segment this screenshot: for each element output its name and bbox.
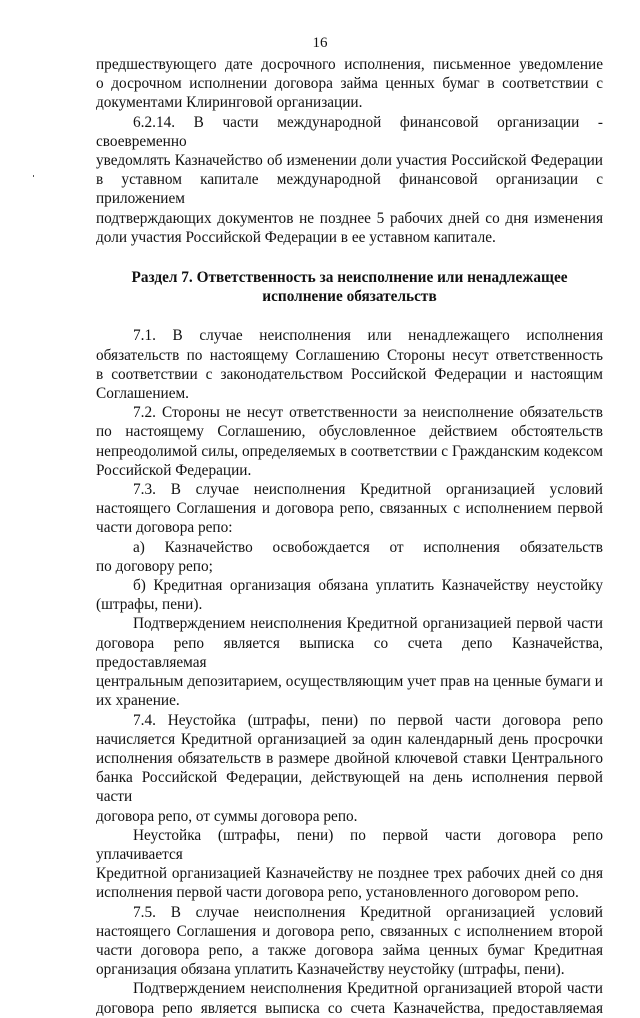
text-line: настоящего Соглашения и договора репо, связанных с исполнением первой — [96, 500, 603, 518]
paragraph-7-4 — [96, 711, 603, 826]
text-line: договора репо, от суммы договора репо. — [96, 807, 358, 825]
text-line: 6.2.14. В части международной финансовой организации - своевременно — [96, 113, 603, 150]
text-line: их хранение. — [96, 692, 180, 710]
text-line: организация обязана уплатить Казначейству неустойку (штрафы, пени). — [96, 961, 565, 979]
text-line: 7.3. В случае неисполнения Кредитной организацией условий — [133, 481, 603, 499]
paragraph-7-5 — [96, 903, 603, 980]
text-line: части договора репо, а также договора займа ценных бумаг Кредитная — [96, 941, 603, 959]
paragraph-6-2-14 — [96, 113, 603, 247]
text-line: по настоящему Соглашению, обусловленное действием обстоятельств — [96, 423, 603, 441]
text-line: центральным депозитарием, осуществляющим учет прав на ценные бумаги и — [96, 673, 603, 691]
text-line: исполнения первой части договора репо, установленного договором репо. — [96, 884, 579, 902]
text-line: Подтверждением неисполнения Кредитной организацией первой части — [133, 615, 603, 633]
text-line: непреодолимой силы, определяемых в соответствии с Гражданским кодексом — [96, 442, 603, 460]
text-line: обязательств по настоящему Соглашению Стороны несут ответственность — [96, 346, 603, 364]
paragraph-7-1 — [96, 326, 603, 403]
text-line: уведомлять Казначейство об изменении доли участия Российской Федерации — [96, 152, 603, 170]
text-line: (штрафы, пени). — [96, 596, 203, 614]
text-line: документами Клиринговой организации. — [96, 94, 363, 112]
paragraph-7-5-confirmation — [96, 979, 603, 1017]
text-line: Подтверждением неисполнения Кредитной организацией второй части — [133, 980, 603, 998]
text-line: договора репо является выписка со счета Казначейства, предоставляемая — [96, 999, 603, 1017]
text-line: исполнения обязательств в размере двойной ключевой ставки Центрального — [96, 749, 603, 767]
paragraph-7-3-confirmation — [96, 614, 603, 710]
section-title-line: Раздел 7. Ответственность за неисполнение или ненадлежащее — [131, 269, 568, 287]
text-line: доли участия Российской Федерации в ее уставном капитале. — [96, 228, 496, 246]
text-line: банка Российской Федерации, действующей на день исполнения первой части — [96, 769, 603, 806]
text-line: подтверждающих документов не позднее 5 рабочих дней со дня изменения — [96, 209, 603, 227]
text-line: Кредитной организацией Казначейству не позднее трех рабочих дней со дня — [96, 865, 603, 883]
text-line: Российской Федерации. — [96, 461, 252, 479]
text-line: настоящего Соглашения и договора репо, связанных с исполнением второй — [96, 922, 603, 940]
text-line: 7.2. Стороны не несут ответственности за неисполнение обязательств — [133, 404, 603, 422]
section-title-line: исполнение обязательств — [262, 288, 437, 306]
page-number: 16 — [312, 35, 328, 51]
text-line: 7.1. В случае неисполнения или ненадлежащего исполнения — [133, 327, 603, 345]
text-line: части договора репо: — [96, 519, 233, 537]
text-line: Неустойка (штрафы, пени) по первой части договора репо уплачивается — [96, 826, 603, 863]
paragraph-7-2 — [96, 403, 603, 480]
text-line: по договору репо; — [96, 557, 213, 575]
text-line: а) Казначейство освобождается от исполнения обязательств — [133, 538, 603, 556]
document-body — [96, 55, 603, 1018]
text-line: в уставном капитале международной финансовой организации с приложением — [96, 171, 603, 208]
text-line: 7.4. Неустойка (штрафы, пени) по первой части договора репо — [133, 711, 603, 729]
text-line: 7.5. В случае неисполнения Кредитной организацией условий — [133, 903, 603, 921]
paragraph-7-3-a — [96, 538, 603, 576]
paragraph-7-3 — [96, 480, 603, 538]
text-line: б) Кредитная организация обязана уплатить Казначейству неустойку — [133, 577, 603, 595]
text-line: договора репо является выписка со счета депо Казначейства, предоставляемая — [96, 634, 603, 671]
text-line: начисляется Кредитной организацией за один календарный день просрочки — [96, 730, 603, 748]
text-line: о досрочном исполнении договора займа ценных бумаг в соответствии с — [96, 75, 603, 93]
paragraph-7-4-payment — [96, 826, 603, 903]
text-line: Соглашением. — [96, 385, 190, 403]
paragraph-intro-continuation — [96, 55, 603, 113]
paragraph-7-3-b — [96, 576, 603, 614]
scan-speck — [33, 175, 34, 177]
text-line: в соответствии с законодательством Российской Федерации и настоящим — [96, 365, 603, 383]
text-line: предшествующего дате досрочного исполнения, письменное уведомление — [96, 56, 603, 73]
section-7-heading — [96, 268, 603, 306]
